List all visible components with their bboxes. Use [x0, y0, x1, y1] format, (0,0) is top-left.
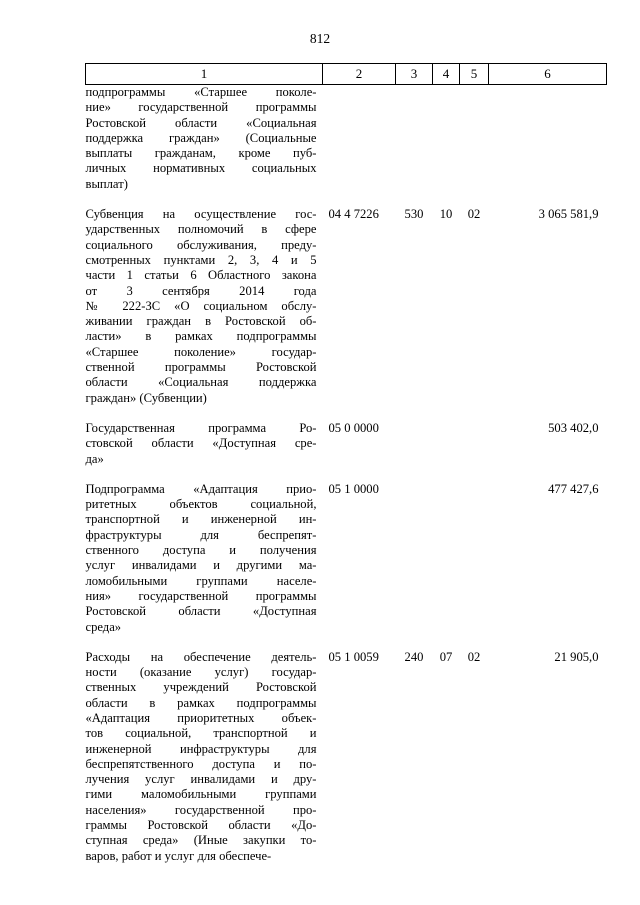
row-description: [86, 482, 323, 650]
description-line: поддержка граждан» (Социальные: [85, 130, 317, 145]
description-line: социального обслуживания, преду-: [85, 237, 317, 252]
row-section: 10: [439, 207, 453, 222]
table-row: [86, 85, 607, 208]
row-target-code: [323, 85, 396, 208]
description-line: ственной программы Ростовской: [85, 360, 317, 375]
description-line: фраструктуры для беспрепят-: [85, 527, 317, 542]
description-line: ступная среда» (Иные закупки то-: [85, 833, 317, 848]
row-target-code: 04 4 7226: [328, 207, 379, 222]
row-section: 07: [439, 649, 453, 664]
description-line: среда»: [85, 619, 122, 634]
description-line: части 1 статьи 6 Областного закона: [85, 268, 317, 283]
description-line: ритетных объектов социальной,: [85, 497, 317, 512]
row-expense-type: 530: [404, 207, 424, 222]
description-line: смотренных пунктами 2, 3, 4 и 5: [85, 252, 317, 267]
row-amount: 477 427,6: [548, 481, 599, 496]
description-line: транспортной и инженерной ин-: [85, 512, 317, 527]
description-line: ности (оказание услуг) государ-: [85, 665, 317, 680]
description-line: граммы Ростовской области «До-: [85, 818, 317, 833]
row-subsection: 02: [467, 649, 481, 664]
description-line: инженерной инфраструктуры для: [85, 741, 317, 756]
description-line: выплаты гражданам, кроме пуб-: [85, 146, 317, 161]
description-line: «Адаптация приоритетных объек-: [85, 710, 317, 725]
table-row: [86, 482, 607, 650]
row-section: [433, 482, 460, 650]
description-line: ственных учреждений Ростовской: [85, 680, 317, 695]
description-line: области «Социальная поддержка: [85, 375, 317, 390]
description-line: подпрограммы «Старшее поколе-: [85, 85, 317, 99]
row-subsection: [460, 85, 489, 208]
description-line: № 222-ЗС «О социальном обслу-: [85, 298, 317, 313]
description-line: ственного доступа и получения: [85, 543, 317, 558]
row-section: [433, 85, 460, 208]
description-line: да»: [85, 451, 104, 466]
description-line: населения» государственной про-: [85, 802, 317, 817]
header-col-4: 4: [433, 64, 460, 85]
row-expense-type: [396, 85, 433, 208]
row-description: [86, 207, 323, 421]
row-subsection: [460, 482, 489, 650]
row-expense-type: [396, 482, 433, 650]
row-amount: [489, 85, 607, 208]
header-col-3: 3: [396, 64, 433, 85]
description-line: стовской области «Доступная сре-: [85, 436, 317, 451]
description-line: тов социальной, транспортной и: [85, 726, 317, 741]
description-line: ния» государственной программы: [85, 588, 317, 603]
row-target-code: 05 0 0000: [328, 420, 379, 435]
row-subsection: [460, 421, 489, 482]
table-row: [86, 207, 607, 421]
description-line: граждан» (Субвенции): [85, 390, 207, 405]
description-line: Государственная программа Ро-: [85, 420, 317, 435]
description-line: гими маломобильными группами: [85, 787, 317, 802]
description-line: выплат): [85, 176, 128, 191]
description-line: беспрепятственного доступа и по-: [85, 756, 317, 771]
budget-table: [85, 63, 607, 864]
description-line: услуг инвалидами и другими ма-: [85, 558, 317, 573]
row-section: [433, 421, 460, 482]
header-row: [86, 64, 607, 85]
description-line: ласти» в рамках подпрограммы: [85, 329, 317, 344]
description-line: живании граждан в Ростовской об-: [85, 314, 317, 329]
row-expense-type: [396, 421, 433, 482]
description-line: Подпрограмма «Адаптация прио-: [85, 481, 317, 496]
row-target-code: 05 1 0059: [328, 649, 379, 664]
row-amount: 503 402,0: [548, 420, 599, 435]
row-target-code: 05 1 0000: [328, 481, 379, 496]
description-line: личных нормативных социальных: [85, 161, 317, 176]
description-line: ломобильными группами населе-: [85, 573, 317, 588]
table-row: [86, 421, 607, 482]
page-number: 812: [309, 31, 331, 46]
description-line: ние» государственной программы: [85, 100, 317, 115]
description-line: ударственных полномочий в сфере: [85, 222, 317, 237]
description-line: области в рамках подпрограммы: [85, 695, 317, 710]
row-amount: 21 905,0: [554, 649, 599, 664]
header-col-5: 5: [460, 64, 489, 85]
row-description: [86, 421, 323, 482]
description-line: Расходы на обеспечение деятель-: [85, 649, 317, 664]
header-col-6: 6: [489, 64, 607, 85]
row-description: [86, 85, 323, 208]
header-col-2: 2: [323, 64, 396, 85]
row-description: [86, 650, 323, 864]
row-expense-type: 240: [404, 649, 424, 664]
description-line: лучения услуг инвалидами и дру-: [85, 772, 317, 787]
description-line: Ростовской области «Доступная: [85, 604, 317, 619]
row-subsection: 02: [467, 207, 481, 222]
header-col-1: 1: [86, 64, 323, 85]
description-line: «Старшее поколение» государ-: [85, 344, 317, 359]
description-line: варов, работ и услуг для обеспече-: [85, 848, 272, 863]
row-amount: 3 065 581,9: [538, 207, 599, 222]
description-line: Ростовской области «Социальная: [85, 115, 317, 130]
description-line: Субвенция на осуществление гос-: [85, 207, 317, 222]
table-row: [86, 650, 607, 864]
description-line: от 3 сентября 2014 года: [85, 283, 317, 298]
